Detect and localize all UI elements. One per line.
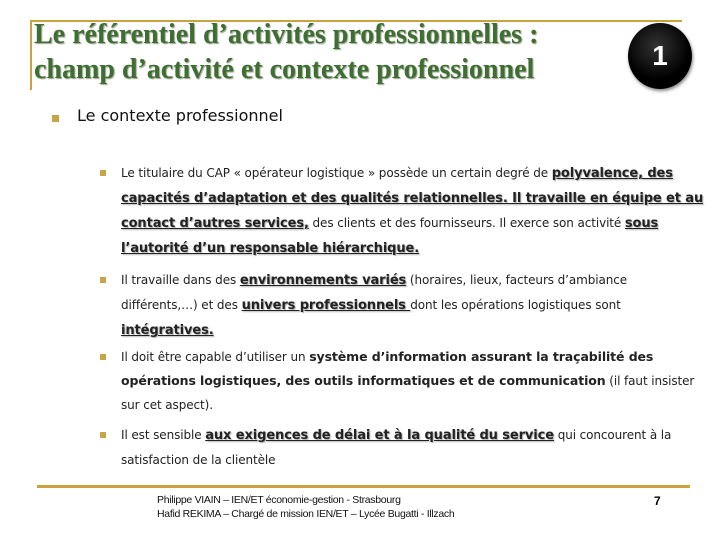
bullet-icon <box>52 115 59 122</box>
page-number: 7 <box>654 494 661 508</box>
title-line-2: champ d’activité et contexte professionnel <box>34 54 535 85</box>
title-line-1: Le référentiel d’activités professionnelles : <box>34 19 539 50</box>
emphasized-text: aux exigences de délai et à la qualité du service <box>205 428 554 443</box>
bullet-icon <box>100 354 106 360</box>
text-segment: Il travaille dans des <box>121 273 240 287</box>
slide-number-badge: 1 <box>628 23 692 89</box>
paragraph <box>121 268 706 343</box>
emphasized-text: environnements variés <box>239 273 407 288</box>
footer-credits <box>157 493 454 521</box>
text-segment: Il doit être capable d’utiliser un <box>121 350 310 364</box>
emphasized-text: système d’information assurant la traçabilité des opérations logistiques, des outils informatiques et de communication <box>121 349 654 388</box>
paragraph <box>121 161 706 261</box>
text-segment: dont les opérations logistiques sont <box>410 298 621 312</box>
text-segment: (horaires, lieux, facteurs d’ambiance différents,…) et des <box>121 273 628 312</box>
text-segment: des clients et des fournisseurs. Il exerce son activité <box>308 216 625 230</box>
emphasized-text: sous l’autorité d’un responsable hiérarchique. <box>121 216 659 256</box>
slide-title <box>34 17 634 87</box>
emphasized-text: univers professionnels <box>241 298 411 313</box>
emphasized-text: polyvalence, des capacités d’adaptation et des qualités relationnelles. Il travaille en équipe et au contact d’autres services, <box>121 166 704 231</box>
footer-line-1: Philippe VIAIN – IEN/ET économie-gestion - Strasbourg <box>157 494 401 506</box>
footer-line-2: Hafid REKIMA – Chargé de mission IEN/ET – Lycée Bugatti - Illzach <box>157 508 455 520</box>
paragraph <box>121 423 706 472</box>
bullet-icon <box>100 170 106 176</box>
text-segment: (il faut insister sur cet aspect). <box>121 374 695 412</box>
text-segment: qui concourent à la satisfaction de la clientèle <box>121 428 672 467</box>
bullet-icon <box>100 277 106 283</box>
section-heading: Le contexte professionnel <box>77 106 283 125</box>
text-segment: Le titulaire du CAP « opérateur logistique » possède un certain degré de <box>121 166 552 180</box>
footer-rule <box>37 485 690 488</box>
bullet-icon <box>100 432 106 438</box>
title-rule-left <box>30 20 32 90</box>
emphasized-text: intégratives. <box>121 323 214 338</box>
text-segment: Il est sensible <box>121 428 206 442</box>
paragraph <box>121 345 706 417</box>
